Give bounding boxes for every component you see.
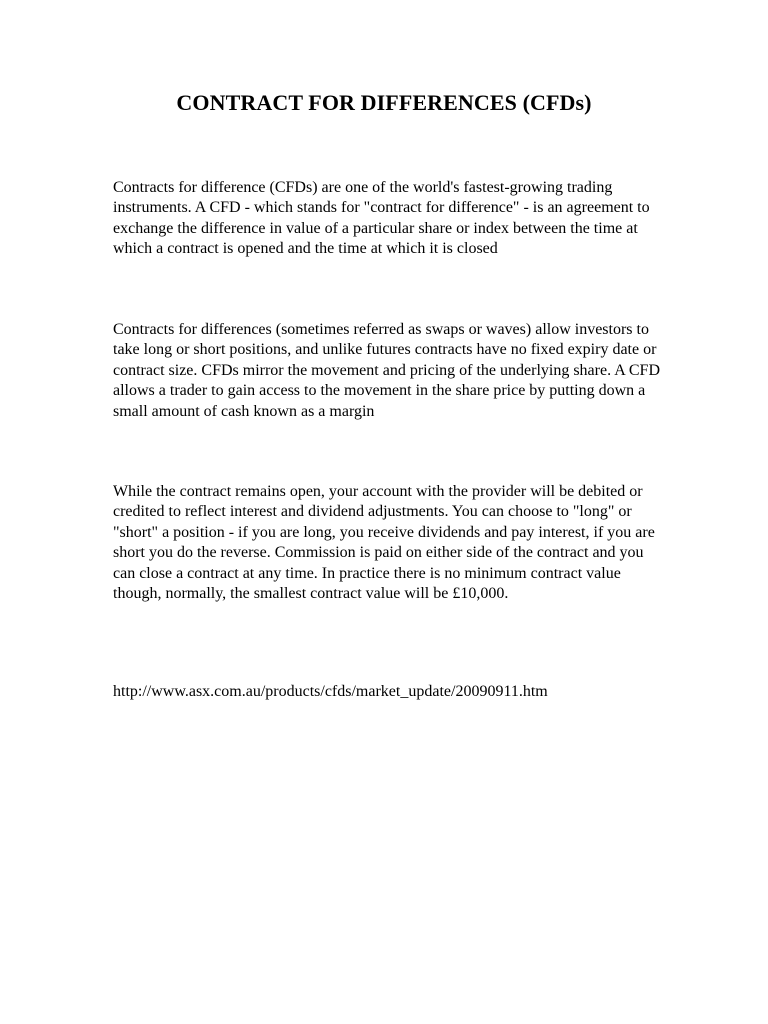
document-title: CONTRACT FOR DIFFERENCES (CFDs) (176, 90, 592, 115)
paragraph-cfd-definition: Contracts for difference (CFDs) are one of the world's fastest-growing trading instruments. A CFD - which stands for "contract for difference" - is an agreement to exchange the difference in value of a particular share or index between the time at which a contract is opened and the time at which it is closed (113, 179, 650, 258)
source-link[interactable]: http://www.asx.com.au/products/cfds/market_update/20090911.htm (113, 683, 548, 700)
paragraph-cfd-account: While the contract remains open, your account with the provider will be debited or credited to reflect interest and dividend adjustments. You can choose to "long" or "short" a position - if you are long, you receive dividends and pay interest, if you are short you do the reverse. Commission is paid on either side of the contract and you can close a contract at any time. In practice there is no minimum contract value though, normally, the smallest contract value will be £10,000. (113, 483, 655, 603)
paragraph-cfd-positions: Contracts for differences (sometimes referred as swaps or waves) allow investors to take long or short positions, and unlike futures contracts have no fixed expiry date or contract size. CFDs mirror the movement and pricing of the underlying share. A CFD allows a trader to gain access to the movement in the share price by putting down a small amount of cash known as a margin (113, 321, 660, 420)
